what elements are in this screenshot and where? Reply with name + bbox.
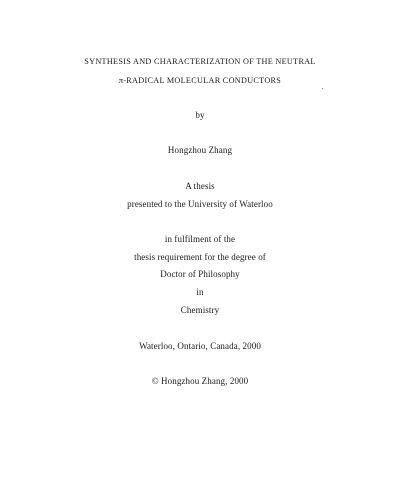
requirement-text: thesis requirement for the degree of: [134, 252, 266, 262]
copyright-text: © Hongzhou Zhang, 2000: [151, 376, 249, 386]
thesis-title-line-2: π-RADICAL MOLECULAR CONDUCTORS: [118, 76, 282, 85]
degree-text: Doctor of Philosophy: [160, 269, 240, 279]
place-date-text: Waterloo, Ontario, Canada, 2000: [139, 341, 261, 351]
by-text: by: [195, 110, 205, 120]
fulfilment-text: in fulfilment of the: [164, 234, 236, 244]
thesis-label: A thesis: [185, 181, 215, 191]
presented-to-text: presented to the University of Waterloo: [127, 199, 273, 209]
in-text: in: [196, 287, 204, 297]
speck-mark: [322, 88, 323, 89]
field-text: Chemistry: [180, 305, 220, 315]
thesis-title-line-1: SYNTHESIS AND CHARACTERIZATION OF THE NEUTRAL: [84, 57, 316, 66]
author-name: Hongzhou Zhang: [167, 145, 233, 155]
